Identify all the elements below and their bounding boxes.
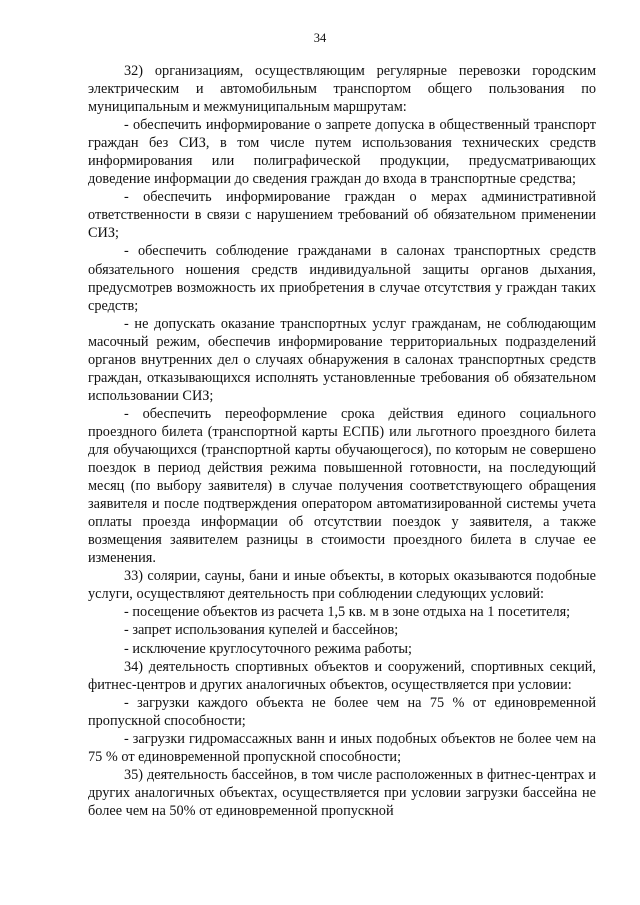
paragraph-item-33-heading: 33) солярии, сауны, бани и иные объекты, в которых оказываются подобные услуги, осуществляют деятельность при соблюдении следующих условий: — [88, 568, 596, 603]
paragraph-item-34-heading: 34) деятельность спортивных объектов и сооружений, спортивных секций, фитнес-центров и других аналогичных объектов, осуществляется при условии: — [88, 658, 596, 693]
paragraph-no-24h: - исключение круглосуточного режима работы; — [124, 640, 412, 657]
paragraph-ensure-mask-wearing: - обеспечить соблюдение гражданами в салонах транспортных средств обязательного ношения средств индивидуальной защиты органов дыхания, предусмотрев возможность их приобретения в случае отсутствия у граждан таких средств; — [88, 243, 596, 314]
document-body — [88, 62, 596, 820]
paragraph-item-35-heading: 35) деятельность бассейнов, в том числе расположенных в фитнес-центрах и других аналогичных объектах, осуществляется при условии загрузки бассейна не более чем на 50% от единовременной пропускной — [88, 766, 596, 819]
page-number: 34 — [313, 31, 327, 45]
paragraph-load-limit: - загрузки каждого объекта не более чем на 75 % от единовременной пропускной способности; — [88, 694, 596, 729]
paragraph-inform-mask-ban: - обеспечить информирование о запрете допуска в общественный транспорт граждан без СИЗ, в том числе путем использования технических средств информирования или полиграфической продукции, предусматривающих доведение информации до сведения граждан до входа в транспортные средства; — [88, 117, 596, 188]
paragraph-ticket-extension: - обеспечить переоформление срока действия единого социального проездного билета (транспортной карты ЕСПБ) или льготного проездного билета для обучающихся (транспортной карты обучающегося), по которым не совершено поездок в период действия режима повышенной готовности, на последующий месяц (по выбору заявителя) в случае получения соответствующего обращения заявителя и после подтверждения оператором автоматизированной системы учета оплаты проезда информации об отсутствии поездок у заявителя, а также возмещения заявителем разницы в стоимости проездного билета в случае ее изменения. — [88, 405, 596, 567]
paragraph-deny-service: - не допускать оказание транспортных услуг гражданам, не соблюдающим масочный режим, обеспечив информирование территориальных подразделений органов внутренних дел о случаях обнаружения в салонах транспортных средств граждан, отказывающихся исполнять установленные требования об обязательном использовании СИЗ; — [88, 315, 596, 404]
paragraph-pool-ban: - запрет использования купелей и бассейнов; — [124, 622, 399, 639]
paragraph-visitor-area: - посещение объектов из расчета 1,5 кв. м в зоне отдыха на 1 посетителя; — [124, 604, 571, 621]
paragraph-hydromassage-limit: - загрузки гидромассажных ванн и иных подобных объектов не более чем на 75 % от единовременной пропускной способности; — [88, 730, 596, 765]
paragraph-item-32-heading: 32) организациям, осуществляющим регулярные перевозки городским электрическим и автомобильным транспортом общего пользования по муниципальным и межмуниципальным маршрутам: — [88, 63, 596, 116]
paragraph-inform-liability: - обеспечить информирование граждан о мерах административной ответственности в связи с нарушением требований об обязательном применении СИЗ; — [88, 189, 596, 242]
